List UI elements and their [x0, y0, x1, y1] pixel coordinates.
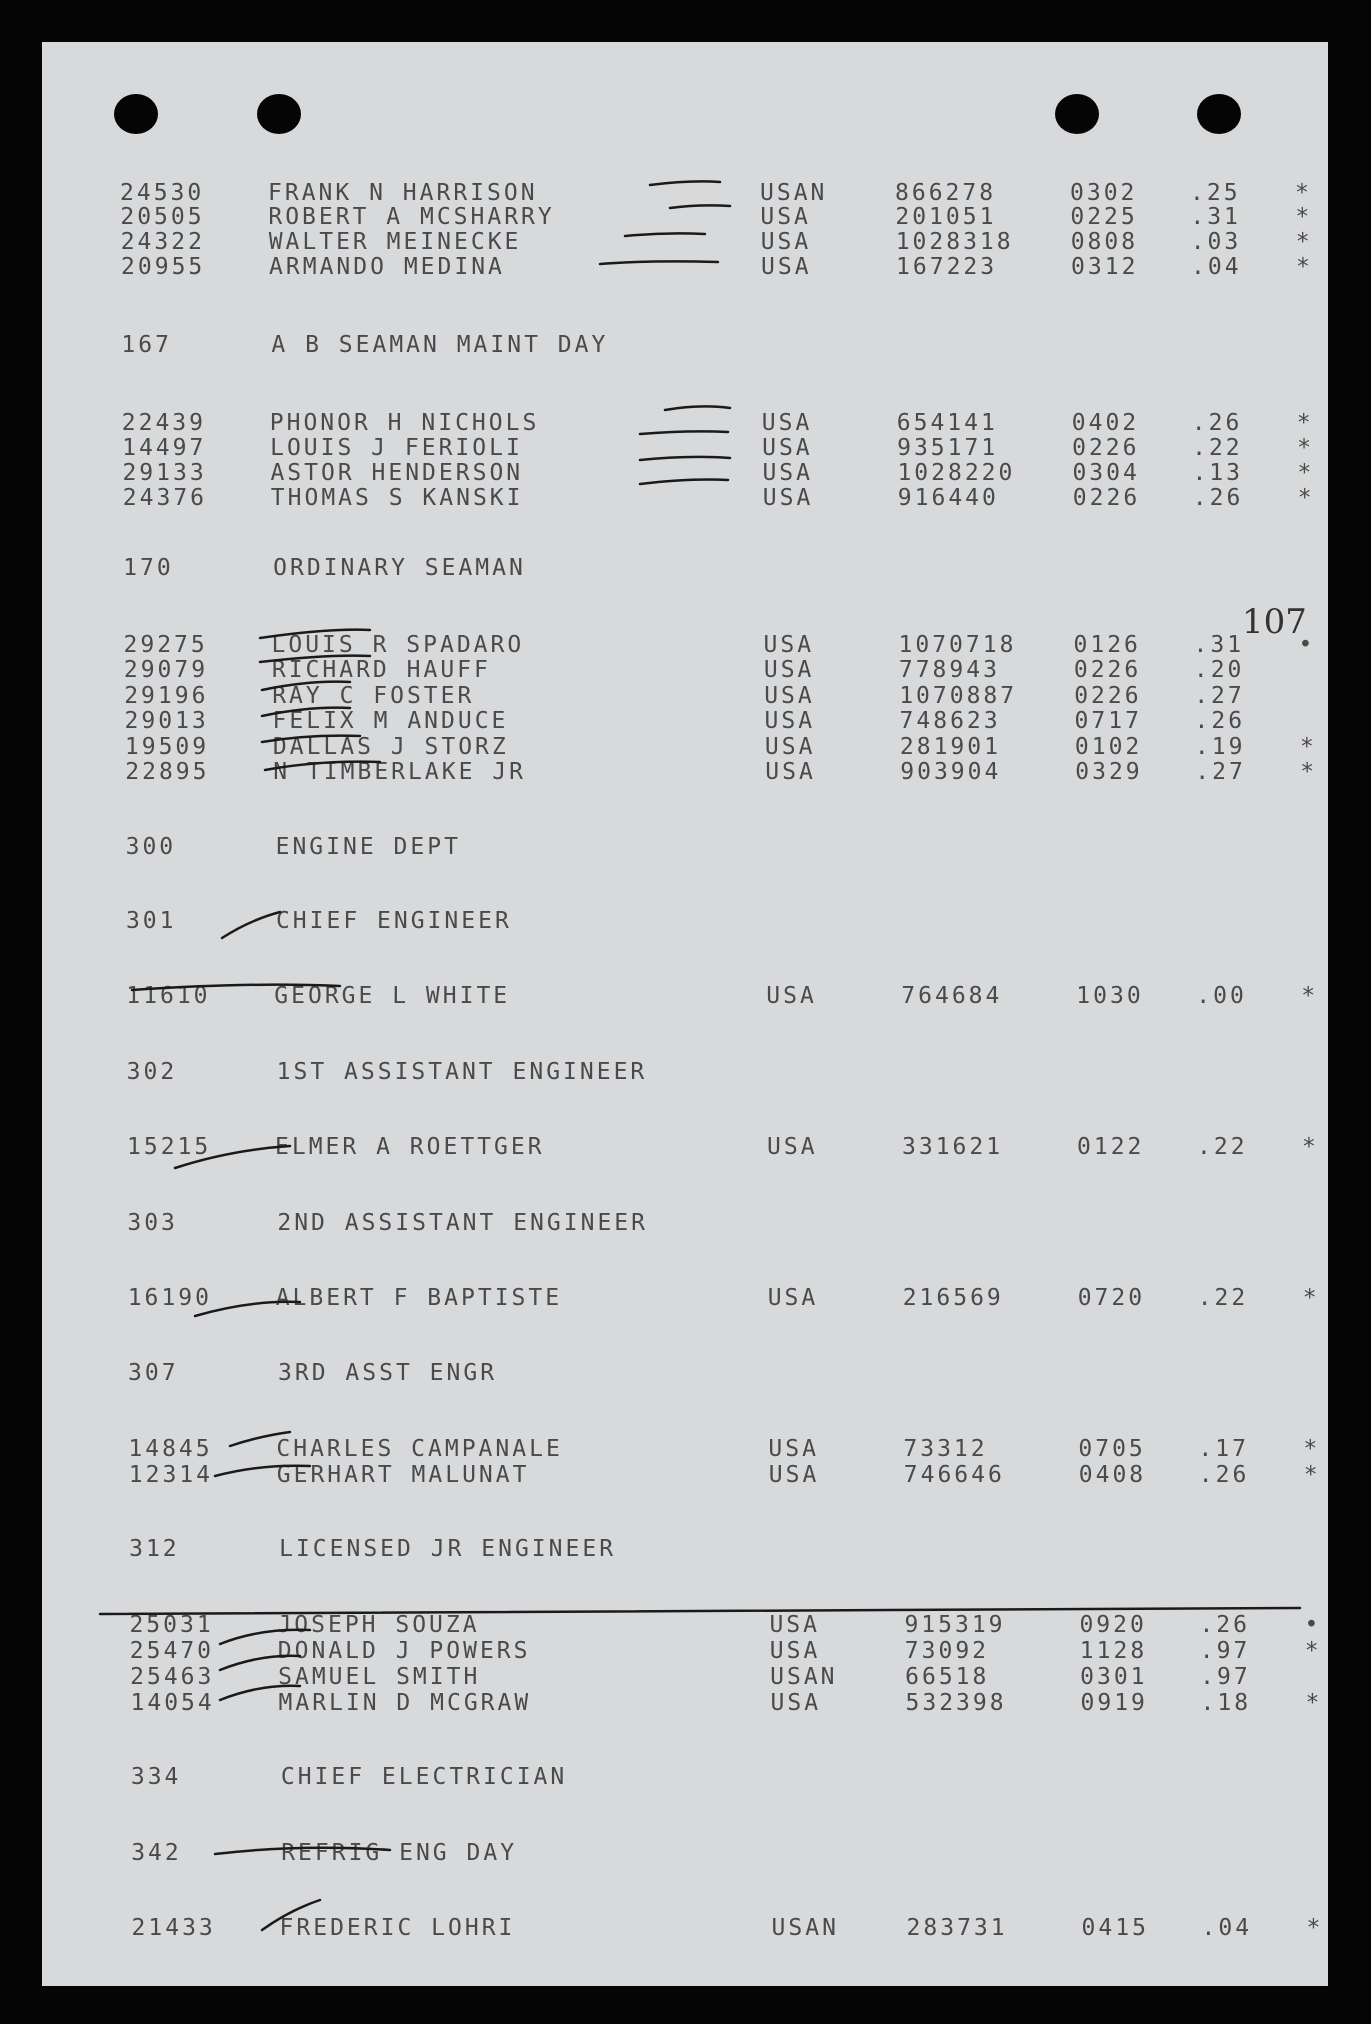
citizenship: USA — [764, 734, 816, 760]
tick-mark: * — [1296, 410, 1314, 436]
rate-value: .26 — [1194, 708, 1246, 734]
rating-code: 21433 — [131, 1915, 216, 1941]
tick-mark: * — [1296, 254, 1313, 280]
rating-code: 11610 — [126, 983, 211, 1009]
rating-code: 24376 — [122, 485, 208, 511]
rate-value: .26 — [1192, 485, 1244, 511]
z-number: 331621 — [902, 1134, 1004, 1160]
z-number: 748623 — [899, 708, 1001, 734]
rate-value: .22 — [1192, 435, 1243, 461]
z-number: 532398 — [905, 1690, 1007, 1716]
rating-code: 14054 — [130, 1690, 215, 1716]
tick-mark: * — [1299, 734, 1317, 760]
citizenship: USAN — [760, 180, 828, 206]
crew-name: ROBERT A MCSHARRY — [268, 204, 555, 230]
crew-name: SAMUEL SMITH — [278, 1664, 481, 1690]
crew-name: JOSEPH SOUZA — [277, 1612, 480, 1638]
date-code: 0720 — [1077, 1285, 1146, 1311]
rating-code: 16190 — [127, 1285, 212, 1311]
section-title: REFRIG ENG DAY — [281, 1840, 518, 1866]
z-number: 916440 — [897, 485, 999, 511]
rating-code: 29196 — [124, 683, 209, 709]
date-code: 0808 — [1070, 229, 1139, 255]
section-title: CHIEF ENGINEER — [275, 908, 512, 934]
section-title: 3RD ASST ENGR — [278, 1360, 498, 1386]
rate-value: .17 — [1198, 1436, 1249, 1462]
z-number: 1070718 — [898, 632, 1017, 658]
citizenship: USA — [763, 657, 815, 683]
citizenship: USA — [770, 1690, 822, 1716]
z-number: 935171 — [897, 435, 999, 461]
rating-code: 20955 — [121, 254, 206, 280]
z-number: 764684 — [901, 983, 1003, 1009]
tick-mark: * — [1297, 485, 1315, 511]
rate-value: .26 — [1198, 1462, 1250, 1488]
citizenship: USA — [760, 204, 811, 230]
date-code: 0225 — [1070, 204, 1138, 230]
rating-code: 15215 — [127, 1134, 212, 1160]
z-number: 73092 — [904, 1638, 990, 1664]
tick-mark: * — [1295, 180, 1312, 206]
rating-code: 14497 — [122, 435, 207, 461]
section-title: 1ST ASSISTANT ENGINEER — [276, 1059, 648, 1085]
tick-mark: * — [1302, 1134, 1319, 1160]
tick-mark: * — [1300, 759, 1318, 785]
crew-name: RICHARD HAUFF — [271, 657, 491, 683]
z-number: 746646 — [903, 1462, 1005, 1488]
punch-hole — [1197, 94, 1241, 134]
crew-name: N TIMBERLAKE JR — [273, 759, 526, 785]
citizenship: USA — [767, 1134, 818, 1160]
rating-code: 29013 — [124, 708, 209, 734]
rate-value: .97 — [1199, 1638, 1251, 1664]
crew-name: LOUIS R SPADARO — [271, 632, 525, 658]
citizenship: USA — [769, 1638, 821, 1664]
rate-value: .22 — [1197, 1134, 1248, 1160]
rate-value: .19 — [1194, 734, 1246, 760]
date-code: 1030 — [1076, 983, 1144, 1009]
tick-mark: • — [1298, 632, 1316, 658]
citizenship: USA — [762, 485, 814, 511]
rating-code: 22439 — [121, 410, 206, 436]
date-code: 0304 — [1072, 460, 1140, 486]
tick-mark: * — [1301, 983, 1319, 1009]
z-number: 1028220 — [897, 460, 1016, 486]
z-number: 654141 — [896, 410, 998, 436]
rating-code: 24322 — [120, 229, 205, 255]
z-number: 903904 — [900, 759, 1002, 785]
rate-value: .03 — [1190, 229, 1242, 255]
z-number: 1028318 — [895, 229, 1014, 255]
rating-code: 20505 — [120, 204, 205, 230]
crew-name: RAY C FOSTER — [272, 683, 475, 709]
crew-name: ASTOR HENDERSON — [270, 460, 524, 486]
section-code: 312 — [129, 1536, 180, 1562]
rating-code: 29079 — [123, 657, 209, 683]
rating-code: 14845 — [128, 1436, 213, 1462]
citizenship: USA — [768, 1436, 819, 1462]
crew-name: ELMER A ROETTGER — [275, 1134, 545, 1160]
date-code: 0102 — [1074, 734, 1143, 760]
citizenship: USA — [764, 708, 816, 734]
section-code: 334 — [130, 1764, 182, 1790]
citizenship: USA — [760, 229, 812, 255]
crew-name: GERHART MALUNAT — [276, 1462, 530, 1488]
rating-code: 19509 — [124, 734, 210, 760]
rate-value: .00 — [1196, 983, 1247, 1009]
section-code: 301 — [125, 908, 177, 934]
rating-code: 12314 — [128, 1462, 213, 1488]
z-number: 73312 — [903, 1436, 988, 1462]
date-code: 0226 — [1072, 485, 1141, 511]
citizenship: USA — [765, 759, 816, 785]
rating-code: 25470 — [129, 1638, 215, 1664]
date-code: 0415 — [1081, 1915, 1149, 1941]
tick-mark: * — [1302, 1285, 1320, 1311]
rate-value: .04 — [1201, 1915, 1253, 1941]
rating-code: 29133 — [122, 460, 207, 486]
crew-name: LOUIS J FERIOLI — [270, 435, 523, 461]
section-code: 302 — [126, 1059, 178, 1085]
citizenship: USAN — [771, 1915, 839, 1941]
date-code: 0302 — [1070, 180, 1138, 206]
z-number: 283731 — [906, 1915, 1008, 1941]
rating-code: 25031 — [129, 1612, 214, 1638]
citizenship: USA — [766, 983, 817, 1009]
z-number: 167223 — [896, 254, 998, 280]
z-number: 66518 — [905, 1664, 990, 1690]
crew-name: FRANK N HARRISON — [268, 180, 538, 206]
citizenship: USA — [769, 1612, 820, 1638]
section-title: ORDINARY SEAMAN — [273, 555, 526, 581]
rating-code: 24530 — [120, 180, 205, 206]
rate-value: .26 — [1199, 1612, 1250, 1638]
date-code: 0920 — [1079, 1612, 1147, 1638]
section-code: 342 — [131, 1840, 182, 1866]
tick-mark: * — [1303, 1462, 1321, 1488]
section-code: 170 — [123, 555, 174, 581]
rate-value: .18 — [1200, 1690, 1252, 1716]
citizenship: USA — [767, 1285, 819, 1311]
date-code: 0226 — [1072, 435, 1140, 461]
tick-mark: * — [1295, 204, 1313, 230]
date-code: 0226 — [1073, 657, 1142, 683]
citizenship: USA — [763, 632, 815, 658]
date-code: 0408 — [1078, 1462, 1147, 1488]
section-code: 307 — [128, 1360, 179, 1386]
date-code: 0226 — [1074, 683, 1142, 709]
section-code: 303 — [127, 1210, 178, 1236]
date-code: 0402 — [1071, 410, 1140, 436]
z-number: 866278 — [895, 180, 997, 206]
date-code: 0126 — [1073, 632, 1141, 658]
crew-name: ARMANDO MEDINA — [269, 254, 505, 280]
rate-value: .20 — [1193, 657, 1245, 683]
citizenship: USA — [762, 460, 813, 486]
z-number: 778943 — [898, 657, 1000, 683]
rate-value: .27 — [1194, 683, 1245, 709]
tick-mark: * — [1303, 1436, 1321, 1462]
rate-value: .22 — [1197, 1285, 1249, 1311]
z-number: 1070887 — [899, 683, 1018, 709]
tick-mark: * — [1297, 460, 1315, 486]
section-title: LICENSED JR ENGINEER — [279, 1536, 617, 1562]
date-code: 0705 — [1078, 1436, 1146, 1462]
citizenship: USA — [761, 410, 813, 436]
date-code: 0301 — [1080, 1664, 1148, 1690]
page-number: 107 — [1242, 602, 1307, 642]
rate-value: .25 — [1190, 180, 1241, 206]
tick-mark: * — [1305, 1690, 1323, 1716]
z-number: 216569 — [902, 1285, 1004, 1311]
citizenship: USA — [761, 254, 812, 280]
crew-name: GEORGE L WHITE — [274, 983, 511, 1009]
tick-mark: * — [1306, 1915, 1324, 1941]
crew-name: CHARLES CAMPANALE — [276, 1436, 563, 1462]
section-code: 300 — [125, 834, 177, 860]
crew-name: WALTER MEINECKE — [268, 229, 522, 255]
rating-code: 29275 — [123, 632, 208, 658]
date-code: 0122 — [1077, 1134, 1145, 1160]
crew-name: THOMAS S KANSKI — [270, 485, 524, 511]
crew-name: ALBERT F BAPTISTE — [275, 1285, 563, 1311]
citizenship: USA — [762, 435, 813, 461]
section-title: ENGINE DEPT — [275, 834, 461, 860]
citizenship: USAN — [770, 1664, 838, 1690]
z-number: 915319 — [904, 1612, 1006, 1638]
rate-value: .31 — [1193, 632, 1245, 658]
citizenship: USA — [764, 683, 815, 709]
crew-name: PHONOR H NICHOLS — [269, 410, 540, 436]
section-title: A B SEAMAN MAINT DAY — [271, 332, 609, 358]
z-number: 201051 — [895, 204, 997, 230]
rating-code: 25463 — [130, 1664, 215, 1690]
crew-name: DONALD J POWERS — [277, 1638, 531, 1664]
crew-name: FELIX M ANDUCE — [272, 708, 509, 734]
rate-value: .27 — [1195, 759, 1246, 785]
rate-value: .13 — [1192, 460, 1243, 486]
z-number: 281901 — [899, 734, 1001, 760]
section-code: 167 — [121, 332, 172, 358]
rating-code: 22895 — [125, 759, 210, 785]
section-title: CHIEF ELECTRICIAN — [280, 1764, 568, 1790]
date-code: 0717 — [1074, 708, 1142, 734]
rate-value: .31 — [1190, 204, 1241, 230]
document-page — [42, 42, 1328, 1986]
date-code: 0919 — [1080, 1690, 1148, 1716]
punch-hole — [1055, 94, 1099, 134]
citizenship: USA — [768, 1462, 820, 1488]
punch-hole — [257, 94, 301, 134]
rate-value: .04 — [1191, 254, 1242, 280]
date-code: 1128 — [1079, 1638, 1148, 1664]
tick-mark: * — [1295, 229, 1313, 255]
date-code: 0329 — [1075, 759, 1143, 785]
crew-name: DALLAS J STORZ — [272, 734, 509, 760]
crew-name: MARLIN D MCGRAW — [278, 1690, 532, 1716]
section-title: 2ND ASSISTANT ENGINEER — [277, 1210, 648, 1236]
punch-hole — [114, 94, 158, 134]
crew-name: FREDERIC LOHRI — [279, 1915, 516, 1941]
tick-mark: • — [1304, 1612, 1322, 1638]
tick-mark: * — [1297, 435, 1314, 461]
date-code: 0312 — [1071, 254, 1139, 280]
rate-value: .26 — [1191, 410, 1243, 436]
rate-value: .97 — [1200, 1664, 1251, 1690]
tick-mark: * — [1304, 1638, 1322, 1664]
